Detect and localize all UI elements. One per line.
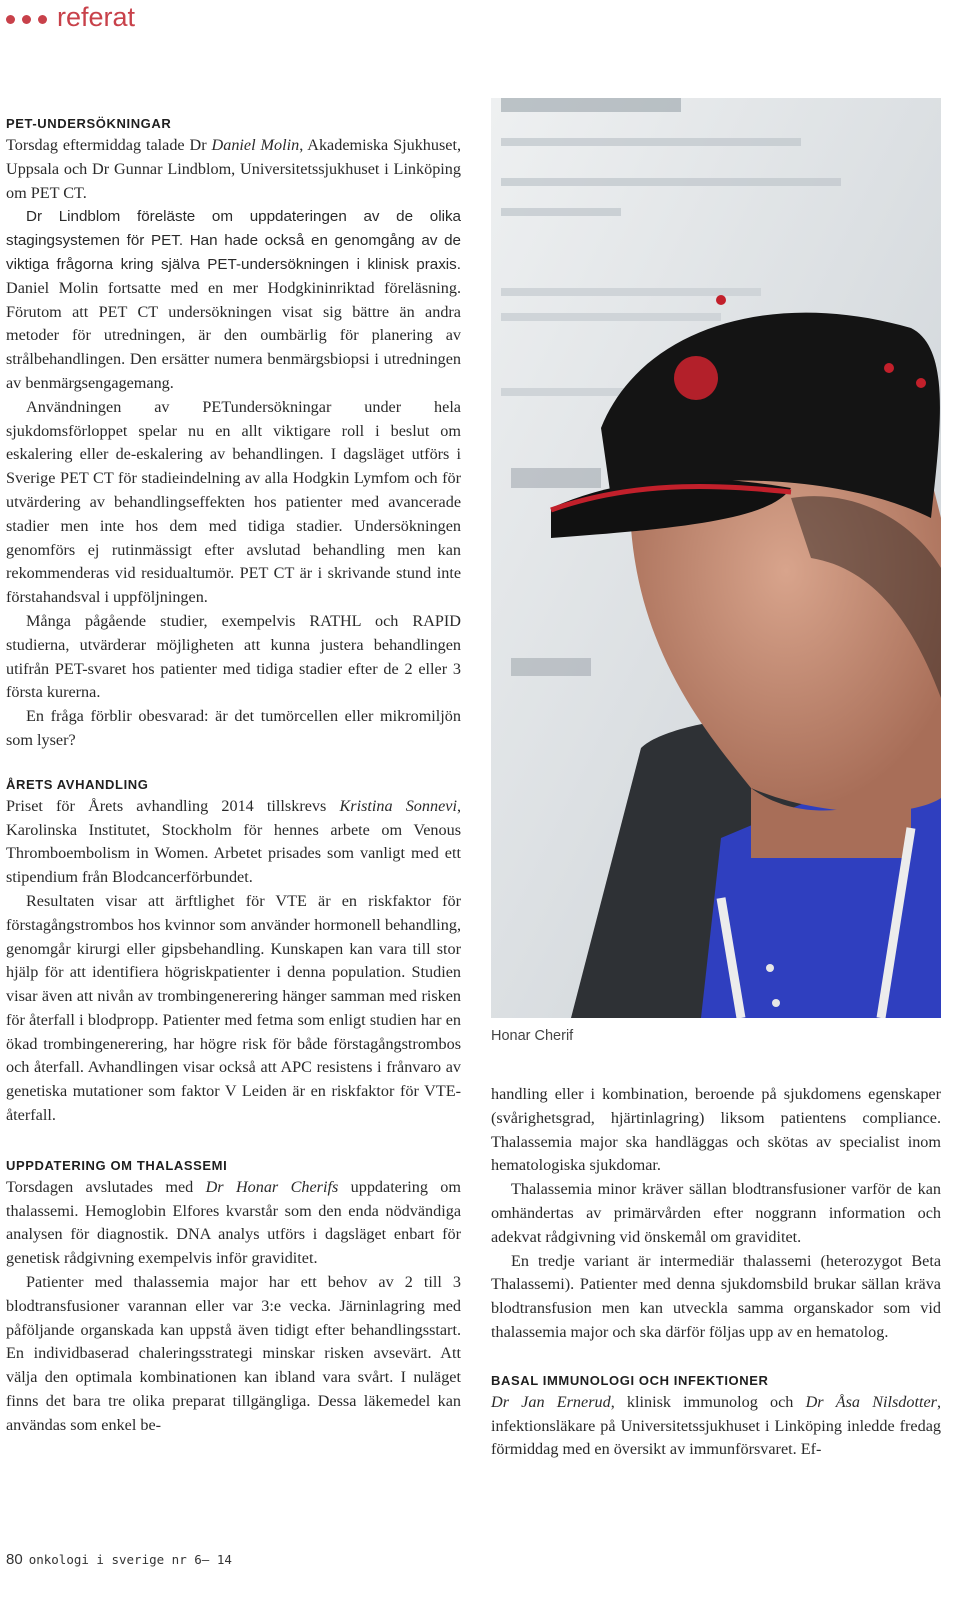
heading-thalassemi: UPPDATERING OM THALASSEMI bbox=[6, 1157, 228, 1173]
immunologi-paragraph-1: Dr Jan Ernerud, klinisk immunolog och Dr Åsa Nilsdotter, infektionsläkare på Universitetssjukhuset i Linköping inledde fredag förmiddag med en översikt av immunförsvaret. Ef- bbox=[491, 1392, 942, 1459]
heading-immunologi: BASAL IMMUNOLOGI OCH INFEKTIONER bbox=[491, 1372, 769, 1388]
pet-paragraph-3: Användningen av PETundersökningar under hela sjukdomsförloppet spelar nu en allt viktigare roll i beslut om eskalering eller de-eskalering av behandlingen. I dagsläget utförs i Sverige PET CT för stadieindelning av alla Hodgkin Lymfom och för utvärdering av behandlingseffekten hos patienter med avancerade stadier men inte hos dem med tidiga stadier. Undersökningen genomförs ej rutinmässigt efter avslutad behandling men kan rekommenderas vid residualtumör. PET CT är i skrivande stund inte förstahandsval i uppföljningen. bbox=[6, 397, 461, 607]
thalassemi-paragraph-5: En tredje variant är intermediär thalassemi (heterozygot Beta Thalassemi). Patienter med denna sjukdomsbild brukar sällan kräva blodtransfusion men kan utveckla samma organskador som vid thalassemia major och ska därför följas upp av en hematolog. bbox=[491, 1251, 941, 1341]
pet-paragraph-2: Dr Lindblom föreläste om uppdateringen av de olika stagingsystemen för PET. Han hade också en genomgång av de viktiga frågorna kring själva PET-undersökningen i klinisk praxis. Daniel Molin fortsatte med en mer Hodgkininriktad föreläsning. Förutom att PET CT undersökningen visat sig bättre än andra metoder för utredningen, är den oumbärlig för planering av strålbehandlingen. Den ersätter numera benmärgsbiopsi i utredningen av benmärgsengagemang. bbox=[6, 208, 461, 392]
page-header bbox=[6, 2, 135, 32]
avhandling-paragraph-1: Priset för Årets avhandling 2014 tillskrevs Kristina Sonnevi, Karolinska Institutet, Stockholm för hennes arbete om Venous Thromboembolism in Women. Arbetet prisades som vanligt med ett stipendium från Blodcancerförbundet. bbox=[6, 796, 461, 887]
heading-pet: PET-UNDERSÖKNINGAR bbox=[6, 116, 172, 131]
person-name: Dr Jan Ernerud bbox=[491, 1392, 611, 1411]
person-name: Dr Honar Cherifs bbox=[205, 1177, 339, 1196]
person-name: Dr Åsa Nilsdotter bbox=[805, 1392, 937, 1411]
thalassemi-paragraph-1: Torsdagen avslutades med Dr Honar Cherifs uppdatering om thalassemi. Hemoglobin Elfores kvarstår som den enda nödvändiga analysen för diagnostik. DNA analys utförs i dagsläget enbart för genetisk rådgivning exempelvis inför graviditet. bbox=[6, 1177, 461, 1268]
thalassemi-paragraph-3: handling eller i kombination, beroende på sjukdomens egenskaper (svårighetsgrad, hjärtinlagring) liksom patientens compliance. Thalassemia major ska handläggas och skötas av specialist inom hematologiska sjukdomar. bbox=[491, 1085, 941, 1175]
page-footer bbox=[6, 1551, 232, 1568]
person-name: Kristina Sonnevi bbox=[339, 796, 457, 815]
avhandling-paragraph-2: Resultaten visar att ärftlighet för VTE är en riskfaktor för förstagångstrombos hos kvinnor som använder hormonell behandling, genomgår kirurgi eller gipsbehandling. Kunskapen kan vara till stor hjälp för att identifiera högriskpatienter i denna population. Studien visar även att nivån av trombingenerering hänger samman med risken för återfall i blodpropp. Patienter med fetma som enligt studien har en ökad trombingenerering, har högre risk för både förstagångstrombos och återfall. Avhandlingen visar också att APC resistens i frånvaro av genetiska mutationer som faktor V Leiden är en riskfaktor för VTE-återfall. bbox=[6, 891, 461, 1125]
person-name: Daniel Molin bbox=[211, 136, 300, 154]
thalassemi-paragraph-4: Thalassemia minor kräver sällan blodtransfusioner varför de kan omhändertas av primärvården efter noggrann information och adekvat rådgivning vid önskemål om graviditet. bbox=[491, 1180, 941, 1246]
pet-paragraph-5: En fråga förblir obesvarad: är det tumörcellen eller mikromiljön som lyser? bbox=[6, 707, 461, 749]
pet-paragraph-4: Många pågående studier, exempelvis RATHL och RAPID studierna, utvärderar möjligheten att kunna justera behandlingen utifrån PET-svaret hos patienter med tidiga stadier efter de 2 eller 3 första kurerna. bbox=[6, 611, 461, 702]
section-tag: referat bbox=[57, 2, 136, 32]
left-column bbox=[6, 116, 461, 1438]
thalassemi-paragraph-2: Patienter med thalassemia major har ett behov av 2 till 3 blodtransfusioner varannan eller var 3:e vecka. Järninlagring med påföljande organskada kan uppstå även tidigt efter behandlingsstart. En individbaserad chaleringsstrategi minskar risken avsevärt. Att välja den optimala kombinationen kan ibland vara svårt. I nuläget finns det bara tre olika preparat tillgängliga. Dessa läkemedel kan användas som enkel be- bbox=[6, 1273, 461, 1434]
photo-caption: Honar Cherif bbox=[491, 1028, 574, 1044]
heading-avhandling: ÅRETS AVHANDLING bbox=[6, 776, 149, 792]
page-number: 80 bbox=[6, 1551, 23, 1568]
right-column bbox=[491, 1083, 941, 1462]
pet-paragraph-1: Torsdag eftermiddag talade Dr Daniel Molin, Akademiska Sjukhuset, Uppsala och Dr Gunnar Lindblom, Universitetssjukhuset i Linköping om PET CT. bbox=[6, 136, 461, 202]
portrait-photo bbox=[491, 98, 941, 1018]
header-dots-icon bbox=[6, 15, 47, 24]
publication-name: onkologi i sverige nr 6– 14 bbox=[28, 1552, 232, 1567]
